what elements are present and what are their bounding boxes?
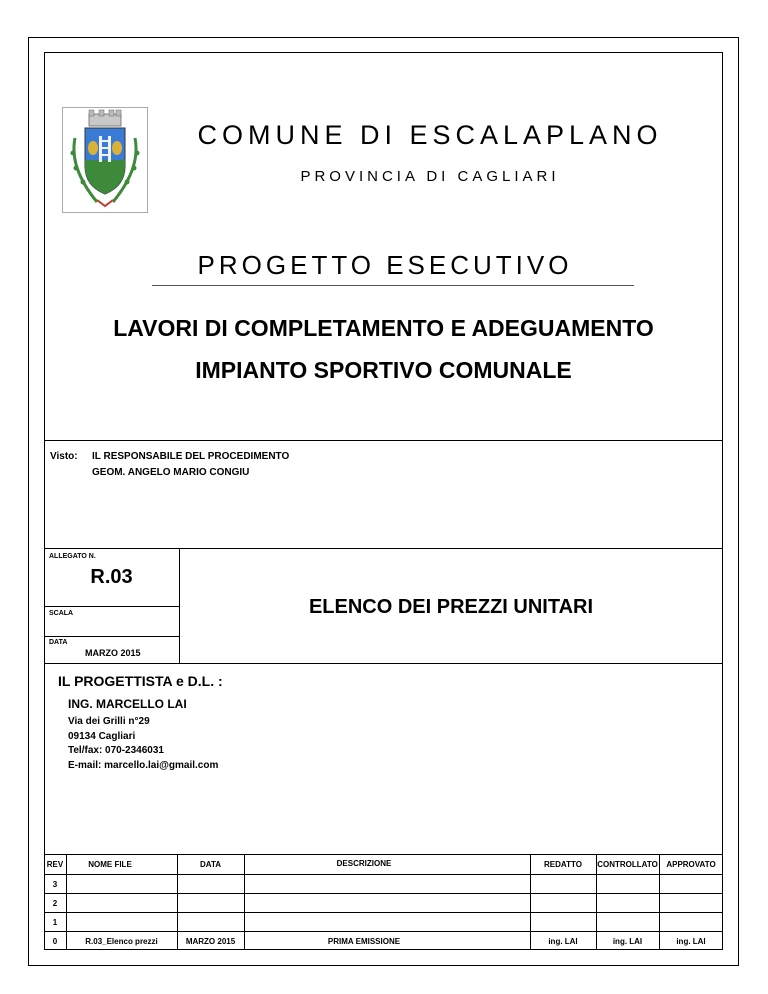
table-row-rev: 2 <box>52 899 58 908</box>
visto-label: Visto: <box>50 451 78 462</box>
municipal-crest <box>62 107 148 213</box>
table-row-rev: 3 <box>52 880 58 889</box>
designer-address1: Via dei Grilli n°29 <box>68 716 150 727</box>
data-label: DATA <box>49 639 68 646</box>
divider <box>44 663 723 664</box>
table-row-rev: 0 <box>52 937 58 946</box>
table-row-description: PRIMA EMISSIONE <box>327 937 401 946</box>
crest-emblem-icon <box>63 108 147 212</box>
data-value: MARZO 2015 <box>85 648 141 658</box>
header-file: NOME FILE <box>88 860 132 869</box>
divider <box>44 548 723 549</box>
header-redatto: REDATTO <box>544 860 582 869</box>
designer-name: ING. MARCELLO LAI <box>68 697 187 711</box>
comune-title: COMUNE DI ESCALAPLANO <box>197 120 663 150</box>
allegato-label: ALLEGATO N. <box>49 553 96 560</box>
project-title-line2: IMPIANTO SPORTIVO COMUNALE <box>195 357 572 383</box>
header-description: DESCRIZIONE <box>336 859 392 868</box>
header-controllato: CONTROLLATO <box>597 860 658 869</box>
table-row-controllato: ing. LAI <box>612 937 643 946</box>
scala-label: SCALA <box>49 610 74 617</box>
designer-address2: 09134 Cagliari <box>68 731 136 742</box>
provincia-subtitle: PROVINCIA DI CAGLIARI <box>300 168 560 185</box>
designer-email: E-mail: marcello.lai@gmail.com <box>68 760 219 771</box>
project-phase: PROGETTO ESECUTIVO <box>197 250 573 280</box>
visto-role: IL RESPONSABILE DEL PROCEDIMENTO <box>92 451 290 462</box>
allegato-number: R.03 <box>90 566 133 588</box>
table-row-approvato: ing. LAI <box>676 937 706 946</box>
table-row-file: R.03_Elenco prezzi <box>85 937 158 946</box>
phase-underline <box>152 285 634 286</box>
header-approvato: APPROVATO <box>666 860 716 869</box>
table-row-rev: 1 <box>52 918 58 927</box>
divider <box>44 606 179 607</box>
document-title: ELENCO DEI PREZZI UNITARI <box>308 596 594 618</box>
header-rev: REV <box>46 860 64 869</box>
header-date: DATA <box>199 860 222 869</box>
project-title-line1: LAVORI DI COMPLETAMENTO E ADEGUAMENTO <box>113 315 654 341</box>
designer-phone: Tel/fax: 070-2346031 <box>68 745 164 756</box>
table-row-redatto: ing. LAI <box>548 937 578 946</box>
designer-heading: IL PROGETTISTA e D.L. : <box>58 673 223 689</box>
visto-name: GEOM. ANGELO MARIO CONGIU <box>92 467 250 478</box>
table-row-date: MARZO 2015 <box>185 937 236 946</box>
divider <box>44 636 179 637</box>
divider <box>44 440 723 441</box>
